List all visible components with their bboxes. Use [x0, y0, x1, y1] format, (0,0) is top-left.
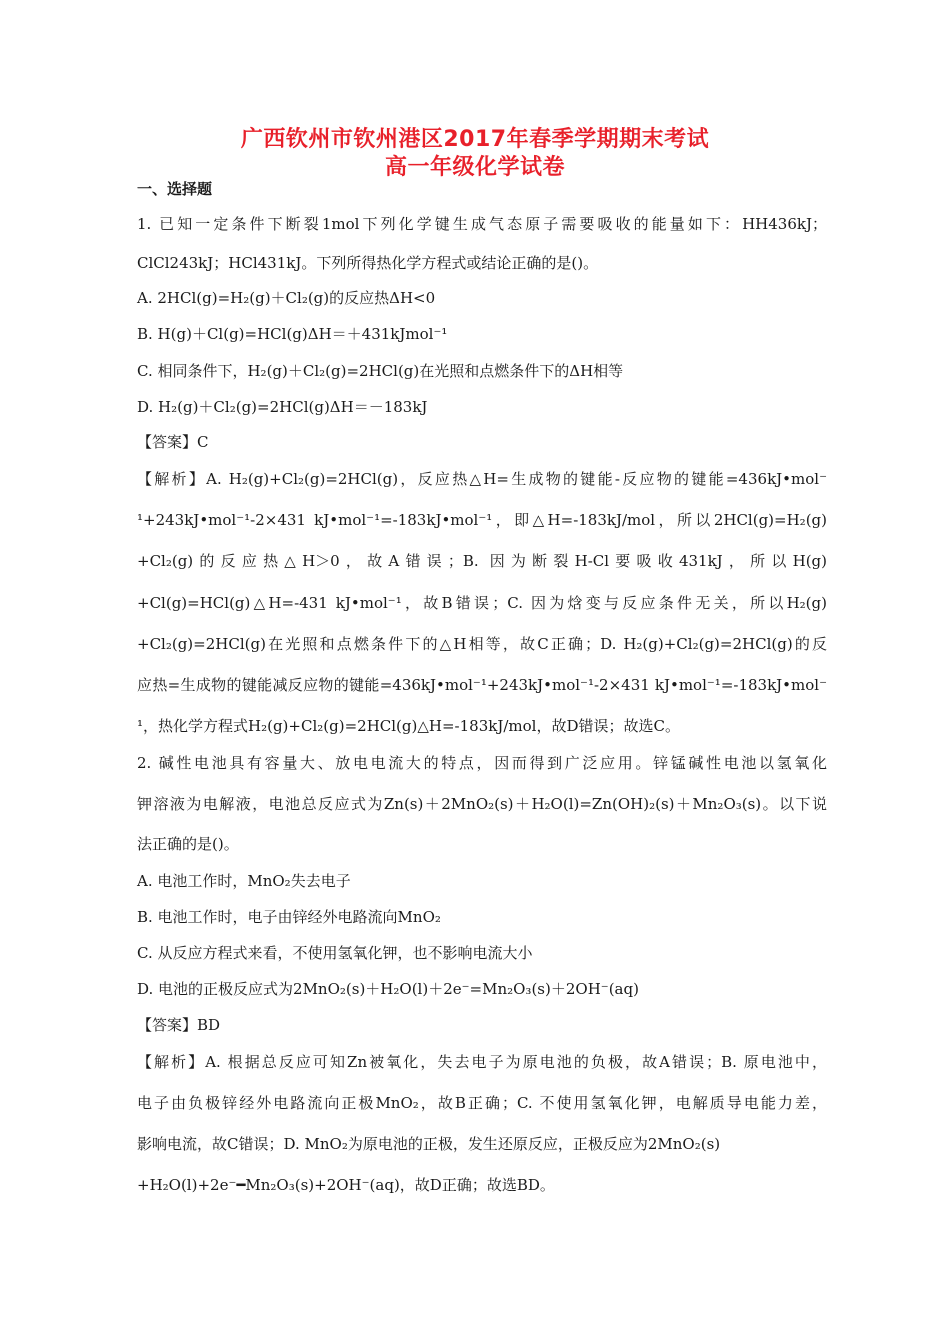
q2-stem-line3: 法正确的是()。: [137, 835, 239, 853]
q2-stem-line1: 2. 碱性电池具有容量大、放电电流大的特点，因而得到广泛应用。锌锰碱性电池以氢氧化: [137, 754, 827, 772]
q1-stem-line1: 1. 已知一定条件下断裂1mol下列化学键生成气态原子需要吸收的能量如下：HH436kJ；: [137, 215, 827, 233]
q1-option-b: B. H(g)＋Cl(g)=HCl(g)ΔH＝＋431kJmol⁻¹: [137, 325, 448, 343]
q1-option-d: D. H₂(g)＋Cl₂(g)=2HCl(g)ΔH＝－183kJ: [137, 398, 428, 416]
section-heading: 一、选择题: [137, 180, 213, 198]
q1-option-a: A. 2HCl(g)=H₂(g)＋Cl₂(g)的反应热ΔH<0: [137, 289, 436, 307]
q2-explanation-line1: 【解析】A. 根据总反应可知Zn被氧化，失去电子为原电池的负极，故A错误；B. 原电池中，: [137, 1053, 827, 1071]
q2-stem-line2: 钾溶液为电解液，电池总反应式为Zn(s)＋2MnO₂(s)＋H₂O(l)=Zn(OH)₂(s)＋Mn₂O₃(s)。以下说: [137, 795, 827, 813]
q2-answer: 【答案】BD: [137, 1016, 221, 1034]
q2-explanation-line2: 电子由负极锌经外电路流向正极MnO₂，故B正确；C. 不使用氢氧化钾，电解质导电能力差，: [137, 1094, 827, 1112]
q2-option-c: C. 从反应方程式来看，不使用氢氧化钾，也不影响电流大小: [137, 944, 533, 962]
exam-subtitle: 高一年级化学试卷: [384, 155, 565, 180]
q1-explanation-line6: 应热=生成物的键能减反应物的键能=436kJ•mol⁻¹+243kJ•mol⁻¹-2×431 kJ•mol⁻¹=-183kJ•mol⁻: [137, 676, 827, 694]
q1-explanation-line2: ¹+243kJ•mol⁻¹-2×431 kJ•mol⁻¹=-183kJ•mol⁻¹，即△H=-183kJ/mol，所以2HCl(g)=H₂(g): [137, 511, 827, 529]
exam-title: 广西钦州市钦州港区2017年春季学期期末考试: [240, 127, 710, 152]
q1-explanation-line7: ¹，热化学方程式H₂(g)+Cl₂(g)=2HCl(g)△H=-183kJ/mol，故D错误；故选C。: [137, 717, 680, 735]
q2-option-a: A. 电池工作时，MnO₂失去电子: [137, 872, 351, 890]
q2-explanation-line4: +H₂O(l)+2e⁻━Mn₂O₃(s)+2OH⁻(aq)，故D正确；故选BD。: [137, 1176, 555, 1194]
q2-explanation-line3: 影响电流，故C错误；D. MnO₂为原电池的正极，发生还原反应，正极反应为2MnO₂(s): [137, 1135, 721, 1153]
q2-option-b: B. 电池工作时，电子由锌经外电路流向MnO₂: [137, 908, 441, 926]
q1-answer: 【答案】C: [137, 433, 209, 451]
q1-option-c: C. 相同条件下，H₂(g)＋Cl₂(g)=2HCl(g)在光照和点燃条件下的ΔH相等: [137, 362, 624, 380]
q1-explanation-line4: +Cl(g)=HCl(g)△H=-431 kJ•mol⁻¹，故B错误；C. 因为焓变与反应条件无关，所以H₂(g): [137, 594, 827, 612]
q1-explanation-line1: 【解析】A. H₂(g)+Cl₂(g)=2HCl(g)，反应热△H=生成物的键能-反应物的键能=436kJ•mol⁻: [137, 470, 827, 488]
q1-explanation-line5: +Cl₂(g)=2HCl(g)在光照和点燃条件下的△H相等，故C正确；D. H₂(g)+Cl₂(g)=2HCl(g)的反: [137, 635, 827, 653]
q1-stem-line2: ClCl243kJ；HCl431kJ。下列所得热化学方程式或结论正确的是()。: [137, 254, 599, 272]
q1-explanation-line3: +Cl₂(g)的反应热△H＞0，故A错误；B. 因为断裂H-Cl要吸收431kJ，所以H(g): [137, 552, 827, 570]
q2-option-d: D. 电池的正极反应式为2MnO₂(s)＋H₂O(l)＋2e⁻=Mn₂O₃(s)＋2OH⁻(aq): [137, 980, 639, 998]
